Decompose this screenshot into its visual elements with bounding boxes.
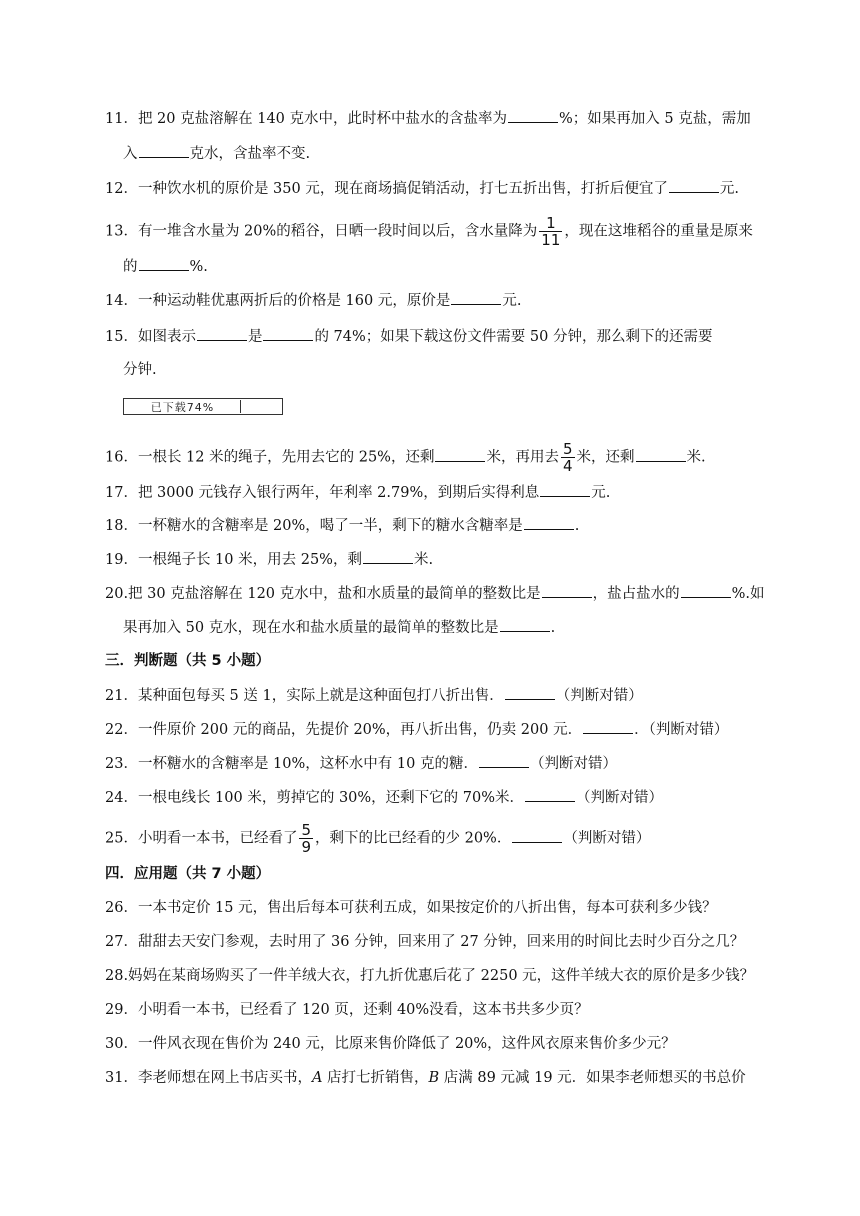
question-24: 24．一根电线长 100 米，剪掉它的 30%，还剩下它的 70%米． （判断对错） <box>105 787 663 808</box>
download-progress-bar <box>123 398 283 415</box>
answer-blank <box>508 108 558 123</box>
answer-blank <box>512 828 562 843</box>
question-13: 13．有一堆含水量为 20%的稻谷，日晒一段时间以后，含水量降为 $\frac{1}{11}$ ，现在这堆稻谷的重量是原来 <box>105 214 753 249</box>
section-heading-judgement: 三．判断题（共 5 小题） <box>105 653 271 669</box>
question-20-cont: 果再加入 50 克水，现在水和盐水质量的最简单的整数比是 . <box>123 617 555 638</box>
question-23: 23．一杯糖水的含糖率是 10%，这杯水中有 10 克的糖． （判断对错） <box>105 753 617 774</box>
answer-blank <box>197 326 247 341</box>
answer-blank <box>681 583 731 598</box>
answer-blank <box>139 143 189 158</box>
answer-blank <box>542 583 592 598</box>
fraction-5-9: $\frac{5}{9}$ <box>301 821 311 856</box>
answer-blank <box>669 178 719 193</box>
question-11: 11．把 20 克盐溶解在 140 克水中，此时杯中盐水的含盐率为 %；如果再加入 5 克盐，需加 <box>105 108 751 129</box>
question-31: 31．李老师想在网上书店买书，A 店打七折销售，B 店满 89 元减 19 元．如果李老师想买的书总价 <box>105 1070 746 1086</box>
question-28: 28.妈妈在某商场购买了一件羊绒大衣，打九折优惠后花了 2250 元，这件羊绒大衣的原价是多少钱？ <box>105 968 755 984</box>
answer-blank <box>505 685 555 700</box>
answer-blank <box>263 326 313 341</box>
question-22: 22．一件原价 200 元的商品，先提价 20%，再八折出售，仍卖 200 元． ．（判断对错） <box>105 719 728 740</box>
answer-blank <box>636 447 686 462</box>
fraction-1-11: $\frac{1}{11}$ <box>541 214 561 249</box>
answer-blank <box>525 787 575 802</box>
answer-blank <box>363 549 413 564</box>
question-11-cont: 入 克水，含盐率不变. <box>123 143 310 164</box>
question-15-cont: 分钟. <box>123 362 157 378</box>
question-12: 12．一种饮水机的原价是 350 元，现在商场搞促销活动，打七五折出售，打折后便宜了 元. <box>105 178 739 199</box>
answer-blank <box>139 256 189 271</box>
answer-blank <box>479 753 529 768</box>
question-18: 18．一杯糖水的含糖率是 20%，喝了一半，剩下的糖水含糖率是 . <box>105 515 579 536</box>
question-15: 15．如图表示 是 的 74%；如果下载这份文件需要 50 分钟，那么剩下的还需要 <box>105 326 712 347</box>
question-16: 16．一根长 12 米的绳子，先用去它的 25%，还剩 米，再用去 $\frac{5}{4}$ 米，还剩 米. <box>105 440 706 475</box>
question-19: 19．一根绳子长 10 米，用去 25%，剩 米. <box>105 549 433 570</box>
download-progress-label: 已下载74% <box>150 400 215 414</box>
question-27: 27．甜甜去天安门参观，去时用了 36 分钟，回来用了 27 分钟，回来用的时间比去时少百分之几？ <box>105 934 745 950</box>
download-progress-fill <box>125 400 241 413</box>
answer-blank <box>583 719 633 734</box>
question-26: 26．一本书定价 15 元，售出后每本可获利五成，如果按定价的八折出售，每本可获利多少钱？ <box>105 900 717 916</box>
answer-blank <box>451 290 501 305</box>
answer-blank <box>435 447 485 462</box>
fraction-5-4: $\frac{5}{4}$ <box>562 440 573 475</box>
question-17: 17．把 3000 元钱存入银行两年，年利率 2.79%，到期后实得利息 元. <box>105 482 610 503</box>
question-14: 14．一种运动鞋优惠两折后的价格是 160 元，原价是 元. <box>105 290 521 311</box>
question-13-cont: 的 %. <box>123 256 208 277</box>
answer-blank <box>500 617 550 632</box>
question-21: 21．某种面包每买 5 送 1，实际上就是这种面包打八折出售． （判断对错） <box>105 685 643 706</box>
question-30: 30．一件风衣现在售价为 240 元，比原来售价降低了 20%，这件风衣原来售价多少元？ <box>105 1036 676 1052</box>
answer-blank <box>524 515 574 530</box>
question-29: 29．小明看一本书，已经看了 120 页，还剩 40%没看，这本书共多少页？ <box>105 1002 589 1018</box>
question-20: 20.把 30 克盐溶解在 120 克水中，盐和水质量的最简单的整数比是 ，盐占盐水的 %.如 <box>105 583 765 604</box>
question-25: 25．小明看一本书，已经看了 $\frac{5}{9}$ ，剩下的比已经看的少 20%． （判断对错） <box>105 821 651 856</box>
answer-blank <box>540 482 590 497</box>
section-heading-application: 四．应用题（共 7 小题） <box>105 866 271 882</box>
